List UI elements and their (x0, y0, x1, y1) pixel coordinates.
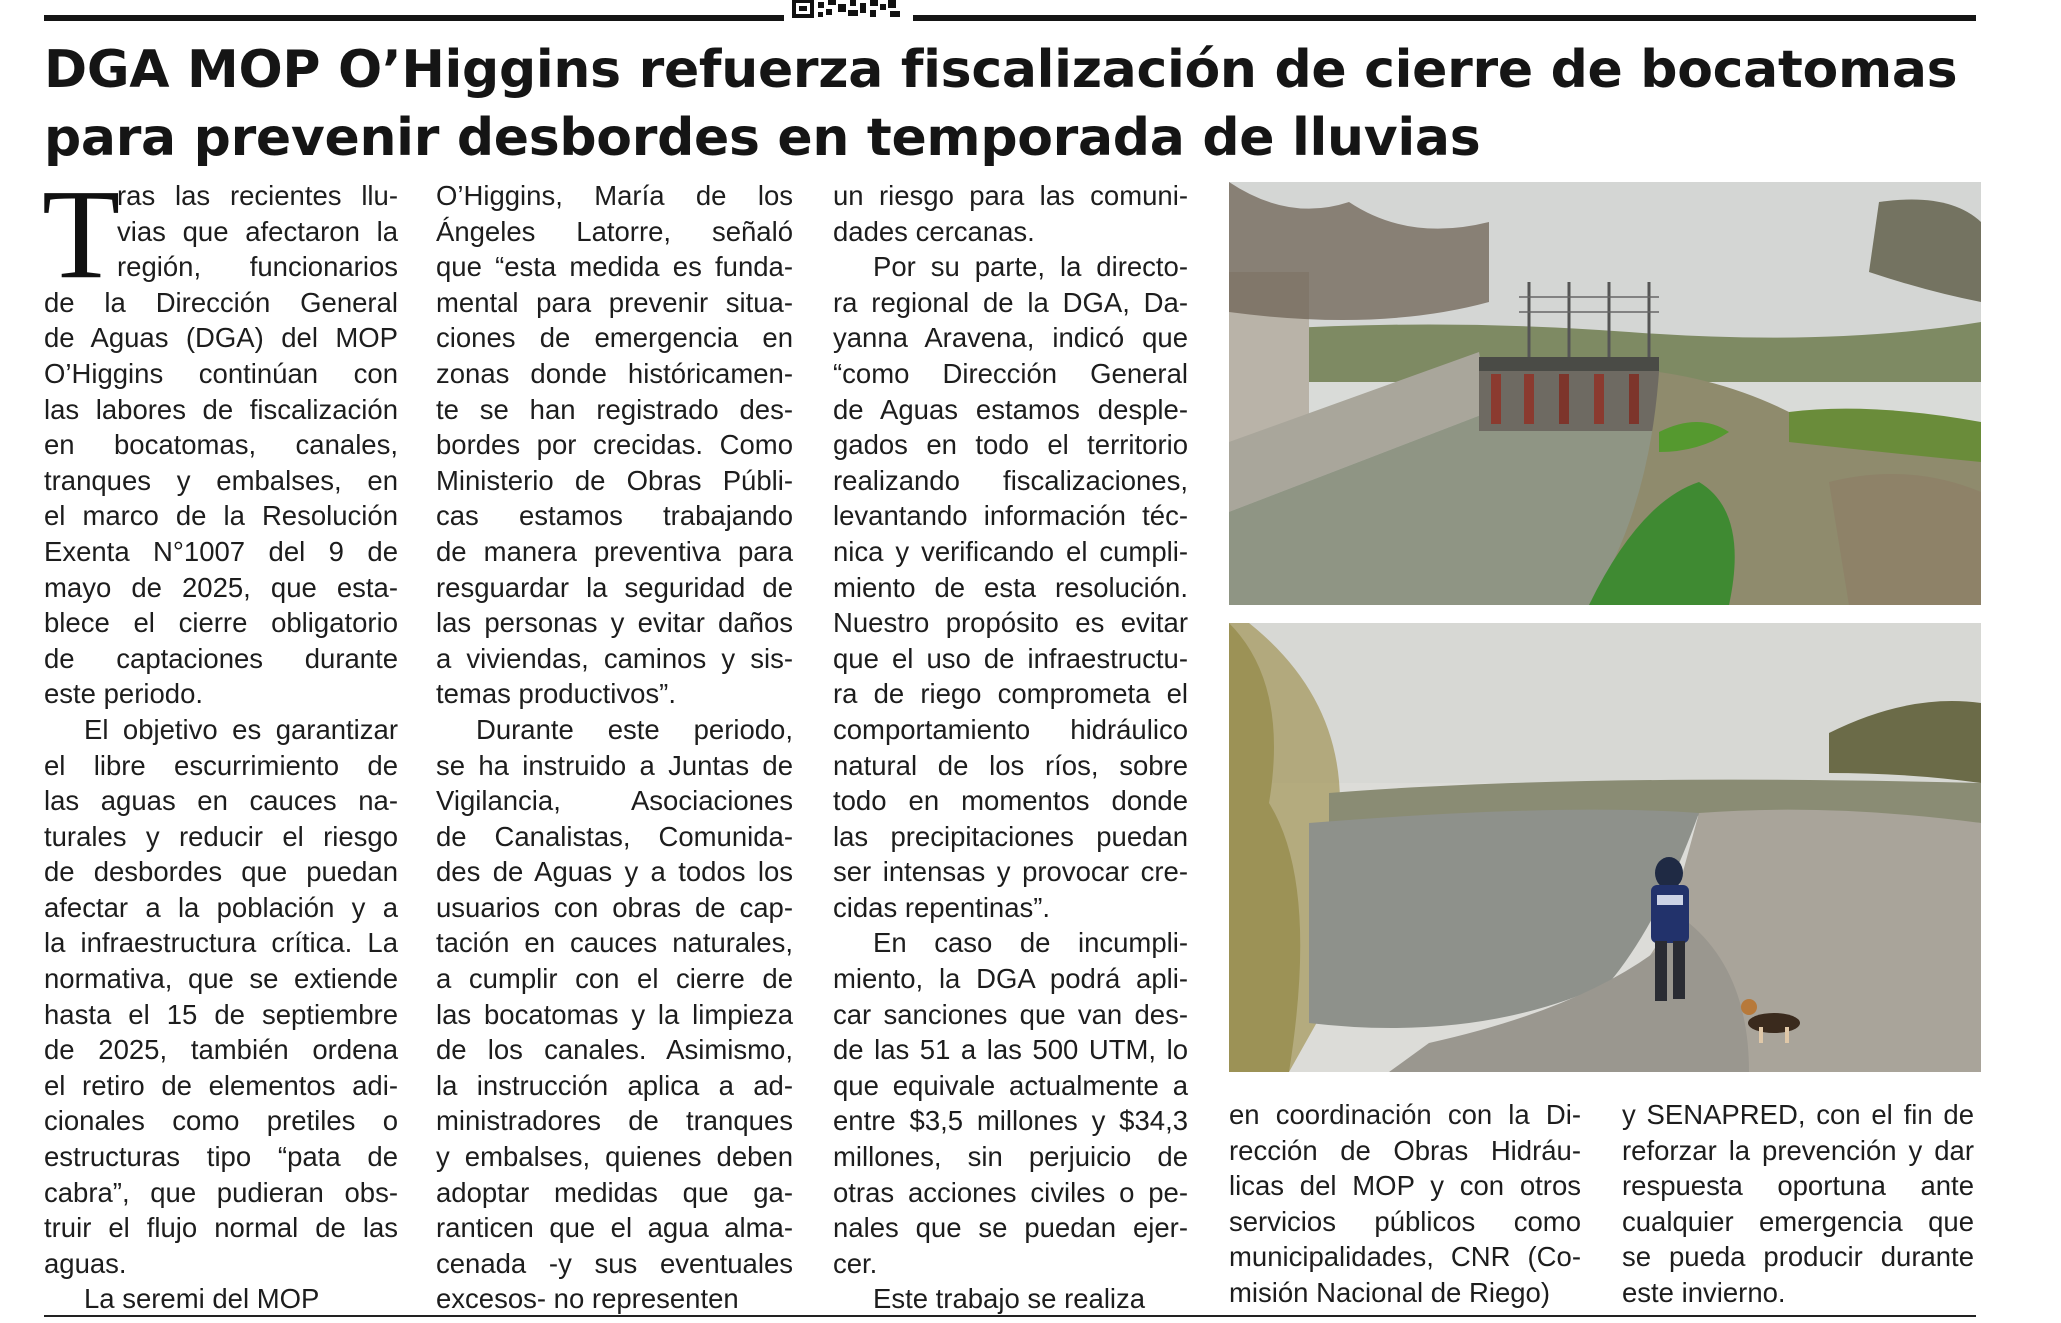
qr-code-icon (790, 0, 906, 20)
article-line: las personas y evitar daños (436, 607, 793, 639)
article-line: te se han registrado des- (436, 393, 793, 425)
article-line: normativa, que se extiende (44, 963, 398, 995)
article-line: municipalidades, CNR (Co- (1229, 1241, 1581, 1273)
article-line: de captaciones durante (44, 642, 398, 674)
headline (44, 36, 1957, 172)
article-line: de desbordes que puedan (44, 856, 398, 888)
article-line: O’Higgins, María de los (436, 180, 793, 211)
article-line: misión Nacional de Riego) (1229, 1276, 1550, 1308)
article-line: cionales como pretiles o (44, 1105, 398, 1137)
article-line: En caso de incumpli- (873, 927, 1188, 959)
article-line: comportamiento hidráulico (833, 713, 1188, 745)
article-line: reforzar la prevención y dar (1622, 1134, 1974, 1166)
article-line: de Aguas (DGA) del MOP (44, 322, 398, 354)
article-column-4 (1229, 1097, 1581, 1311)
top-rule-left (44, 15, 784, 21)
article-line: aguas. (44, 1247, 127, 1279)
article-line: las labores de fiscalización (44, 393, 398, 425)
article-line: cualquier emergencia que (1622, 1205, 1974, 1237)
article-line: de los canales. Asimismo, (436, 1034, 793, 1066)
photo-river-inspector (1229, 623, 1981, 1072)
article-line: Este trabajo se realiza (873, 1283, 1146, 1315)
article-line: resguardar la seguridad de (436, 571, 793, 603)
article-line: tación en cauces naturales, (436, 927, 793, 959)
article-line: todo en momentos donde (833, 785, 1188, 817)
article-line: truir el flujo normal de las (44, 1212, 398, 1244)
article-line: mayo de 2025, que esta- (44, 571, 398, 603)
article-line: estructuras tipo “pata de (44, 1141, 398, 1173)
article-column-1 (42, 163, 398, 1317)
article-line: usuarios con obras de cap- (436, 891, 793, 923)
article-line: levantando información téc- (833, 500, 1188, 532)
article-line: que equivale actualmente a (833, 1069, 1188, 1101)
article-line: respuesta oportuna ante (1622, 1170, 1974, 1202)
article-line: miento, la DGA podrá apli- (833, 963, 1188, 995)
drop-cap: T (42, 163, 121, 305)
article-line: hasta el 15 de septiembre (44, 998, 398, 1030)
article-line: Nuestro propósito es evitar (833, 607, 1188, 639)
article-line: servicios públicos como (1229, 1205, 1581, 1237)
article-line: El objetivo es garantizar (84, 713, 398, 745)
article-line: realizando fiscalizaciones, (833, 464, 1188, 496)
article-line: licas del MOP y con otros (1229, 1170, 1581, 1202)
article-column-2 (436, 178, 793, 1317)
article-line: región, funcionarios (117, 251, 398, 283)
article-line: entre $3,5 millones y $34,3 (833, 1105, 1188, 1137)
article-line: O’Higgins continúan con (44, 357, 398, 389)
article-line: y SENAPRED, con el fin de (1622, 1099, 1974, 1130)
article-line: cas estamos trabajando (436, 500, 793, 532)
article-line: Exenta N°1007 del 9 de (44, 535, 398, 567)
article-line: las precipitaciones puedan (833, 820, 1188, 852)
article-line: se pueda producir durante (1622, 1241, 1974, 1273)
article-line: en bocatomas, canales, (44, 429, 398, 461)
article-line: Ángeles Latorre, señaló (436, 215, 793, 247)
article-line: blece el cierre obligatorio (44, 607, 398, 639)
article-line: ciones de emergencia en (436, 322, 793, 354)
article-line: miento de esta resolución. (833, 571, 1188, 603)
article-line: dades cercanas. (833, 215, 1035, 247)
top-rule-right (913, 15, 1976, 21)
article-line: de manera preventiva para (436, 535, 793, 567)
article-line: zonas donde históricamen- (436, 357, 793, 389)
article-line: nales que se puedan ejer- (833, 1212, 1188, 1244)
article-line: gados en todo el territorio (833, 429, 1188, 461)
article-line: este invierno. (1622, 1276, 1786, 1308)
article-line: cidas repentinas”. (833, 891, 1051, 923)
article-line: excesos- no representen (436, 1283, 739, 1315)
article-line: Ministerio de Obras Públi- (436, 464, 793, 496)
article-line: cer. (833, 1247, 878, 1279)
article-line: a cumplir con el cierre de (436, 963, 793, 995)
article-line: el retiro de elementos adi- (44, 1069, 398, 1101)
article-line: mental para prevenir situa- (436, 286, 793, 318)
article-line: de Aguas estamos desple- (833, 393, 1188, 425)
article-line: el libre escurrimiento de (44, 749, 398, 781)
article-line: ra de riego comprometa el (833, 678, 1188, 710)
article-line: ser intensas y provocar cre- (833, 856, 1188, 888)
article-line: las aguas en cauces na- (44, 785, 398, 817)
article-line: cenada -y sus eventuales (436, 1247, 793, 1279)
article-line: de Canalistas, Comunida- (436, 820, 793, 852)
article-line: Vigilancia, Asociaciones (436, 785, 793, 817)
article-line: que “esta medida es funda- (436, 251, 793, 283)
article-line: otras acciones civiles o pe- (833, 1176, 1188, 1208)
article-line: y embalses, quienes deben (436, 1141, 793, 1173)
article-line: “como Dirección General (833, 357, 1188, 389)
article-line: de 2025, también ordena (44, 1034, 398, 1066)
article-line: ra regional de la DGA, Da- (833, 286, 1188, 318)
article-line: la infraestructura crítica. La (44, 927, 398, 959)
article-line: el marco de la Resolución (44, 500, 398, 532)
article-line: de la Dirección General (44, 286, 398, 318)
article-line: La seremi del MOP (84, 1283, 320, 1315)
article-column-5 (1622, 1097, 1974, 1311)
article-line: se ha instruido a Juntas de (436, 749, 793, 781)
article-line: vias que afectaron la (117, 215, 398, 247)
article-line: Por su parte, la directo- (873, 251, 1188, 283)
article-line: cabra”, que pudieran obs- (44, 1176, 398, 1208)
article-line: millones, sin perjuicio de (833, 1141, 1188, 1173)
headline-line-1: DGA MOP O’Higgins refuerza fiscalización de cierre de bocatomas (44, 40, 1958, 100)
article-line: bordes por crecidas. Como (436, 429, 793, 461)
article-line: que el uso de infraestructu- (833, 642, 1188, 674)
article-line: natural de los ríos, sobre (833, 749, 1188, 781)
article-line: las bocatomas y la limpieza (436, 998, 793, 1030)
article-line: adoptar medidas que ga- (436, 1176, 793, 1208)
article-line: en coordinación con la Di- (1229, 1099, 1581, 1130)
bottom-rule (44, 1315, 1976, 1317)
article-line: afectar a la población y a (44, 891, 398, 923)
headline-line-2: para prevenir desbordes en temporada de lluvias (44, 108, 1481, 168)
article-line: temas productivos”. (436, 678, 676, 710)
article-line: ministradores de tranques (436, 1105, 793, 1137)
article-line: ranticen que el agua alma- (436, 1212, 793, 1244)
article-line: la instrucción aplica a ad- (436, 1069, 793, 1101)
article-line: este periodo. (44, 678, 203, 710)
article-line: Durante este periodo, (476, 713, 793, 745)
article-line: yanna Aravena, indicó que (833, 322, 1188, 354)
article-line: tranques y embalses, en (44, 464, 398, 496)
article-line: rección de Obras Hidráu- (1229, 1134, 1581, 1166)
article-line: un riesgo para las comuni- (833, 180, 1188, 211)
article-column-3 (833, 178, 1188, 1317)
article-line: turales y reducir el riesgo (44, 820, 398, 852)
article-line: ras las recientes llu- (117, 180, 398, 211)
article-line: des de Aguas y a todos los (436, 856, 793, 888)
article-line: de las 51 a las 500 UTM, lo (833, 1034, 1188, 1066)
article-line: nica y verificando el cumpli- (833, 535, 1188, 567)
photo-bocatoma-gate (1229, 182, 1981, 605)
article-line: car sanciones que van des- (833, 998, 1188, 1030)
article-line: a viviendas, caminos y sis- (436, 642, 793, 674)
